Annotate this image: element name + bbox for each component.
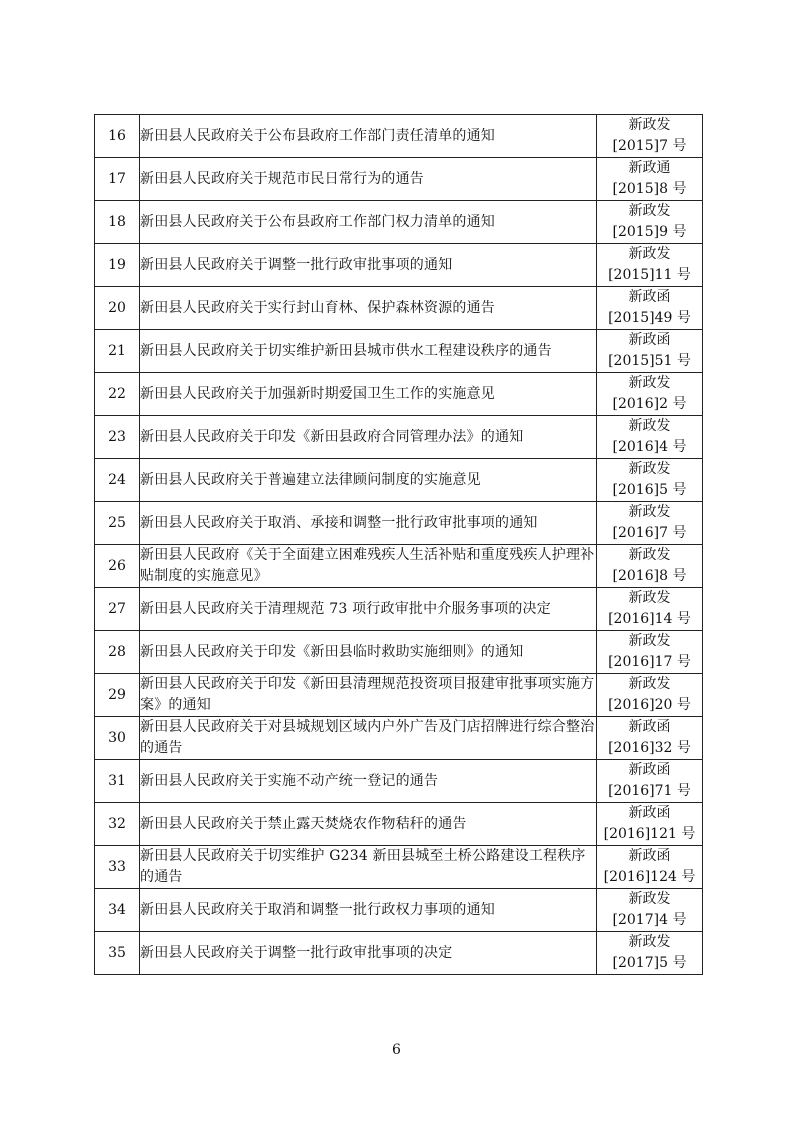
document-number <box>597 287 703 330</box>
document-title: 新田县人民政府关于普遍建立法律顾问制度的实施意见 <box>140 459 597 502</box>
document-title: 新田县人民政府关于印发《新田县政府合同管理办法》的通知 <box>140 416 597 459</box>
row-number: 18 <box>95 201 140 244</box>
document-number-serial: [2016]8 号 <box>612 568 687 584</box>
document-number-serial: [2016]20 号 <box>608 697 691 713</box>
table-row <box>95 717 703 760</box>
table-row <box>95 201 703 244</box>
row-number: 27 <box>95 588 140 631</box>
row-number: 22 <box>95 373 140 416</box>
document-number-serial: [2015]7 号 <box>612 138 687 154</box>
document-title: 新田县人民政府关于调整一批行政审批事项的决定 <box>140 932 597 975</box>
document-title: 新田县人民政府关于对县城规划区域内户外广告及门店招牌进行综合整治的通告 <box>140 717 597 760</box>
document-number <box>597 459 703 502</box>
document-number <box>597 158 703 201</box>
document-title: 新田县人民政府关于印发《新田县临时救助实施细则》的通知 <box>140 631 597 674</box>
document-number-serial: [2017]5 号 <box>612 955 687 971</box>
document-number <box>597 373 703 416</box>
document-number-prefix: 新政发 <box>628 461 671 477</box>
document-number-serial: [2016]17 号 <box>608 654 691 670</box>
document-number <box>597 330 703 373</box>
document-number <box>597 201 703 244</box>
document-number-prefix: 新政发 <box>628 375 671 391</box>
document-number-prefix: 新政通 <box>628 160 671 176</box>
table-row <box>95 674 703 717</box>
row-number: 16 <box>95 115 140 158</box>
document-title: 新田县人民政府关于实施不动产统一登记的通告 <box>140 760 597 803</box>
document-number-prefix: 新政发 <box>628 117 671 133</box>
document-number-prefix: 新政发 <box>628 504 671 520</box>
document-title: 新田县人民政府《关于全面建立困难残疾人生活补贴和重度残疾人护理补贴制度的实施意见》 <box>140 545 597 588</box>
document-number <box>597 846 703 889</box>
document-title: 新田县人民政府关于禁止露天焚烧农作物秸秆的通告 <box>140 803 597 846</box>
table-row <box>95 545 703 588</box>
document-number-prefix: 新政发 <box>628 246 671 262</box>
document-number <box>597 588 703 631</box>
document-title: 新田县人民政府关于公布县政府工作部门权力清单的通知 <box>140 201 597 244</box>
document-number-serial: [2015]11 号 <box>608 267 691 283</box>
page-number: 6 <box>392 1042 401 1058</box>
document-number-prefix: 新政函 <box>628 805 671 821</box>
document-number <box>597 932 703 975</box>
document-number <box>597 115 703 158</box>
row-number: 26 <box>95 545 140 588</box>
row-number: 34 <box>95 889 140 932</box>
row-number: 21 <box>95 330 140 373</box>
document-number-prefix: 新政发 <box>628 547 671 563</box>
document-number <box>597 631 703 674</box>
document-number-serial: [2015]49 号 <box>608 310 691 326</box>
table-row <box>95 932 703 975</box>
document-number <box>597 760 703 803</box>
document-title: 新田县人民政府关于规范市民日常行为的通告 <box>140 158 597 201</box>
document-number <box>597 244 703 287</box>
table-row <box>95 244 703 287</box>
row-number: 29 <box>95 674 140 717</box>
table-row <box>95 158 703 201</box>
row-number: 20 <box>95 287 140 330</box>
document-title: 新田县人民政府关于取消和调整一批行政权力事项的通知 <box>140 889 597 932</box>
document-title: 新田县人民政府关于切实维护新田县城市供水工程建设秩序的通告 <box>140 330 597 373</box>
document-number <box>597 416 703 459</box>
row-number: 35 <box>95 932 140 975</box>
row-number: 32 <box>95 803 140 846</box>
document-number-serial: [2017]4 号 <box>612 912 687 928</box>
row-number: 23 <box>95 416 140 459</box>
document-number <box>597 674 703 717</box>
document-number-serial: [2016]14 号 <box>608 611 691 627</box>
document-number-prefix: 新政函 <box>628 719 671 735</box>
table-row <box>95 760 703 803</box>
document-number-prefix: 新政函 <box>628 848 671 864</box>
document-number-serial: [2016]4 号 <box>612 439 687 455</box>
document-number-prefix: 新政发 <box>628 203 671 219</box>
row-number: 17 <box>95 158 140 201</box>
table-row <box>95 459 703 502</box>
row-number: 19 <box>95 244 140 287</box>
document-number <box>597 803 703 846</box>
document-number-serial: [2016]71 号 <box>608 783 691 799</box>
document-number-serial: [2015]8 号 <box>612 181 687 197</box>
table-row <box>95 803 703 846</box>
document-list-table <box>94 114 703 975</box>
document-number-prefix: 新政发 <box>628 418 671 434</box>
document-number-prefix: 新政发 <box>628 590 671 606</box>
table-row <box>95 115 703 158</box>
document-number-serial: [2016]32 号 <box>608 740 691 756</box>
document-title: 新田县人民政府关于印发《新田县清理规范投资项目报建审批事项实施方案》的通知 <box>140 674 597 717</box>
document-number-prefix: 新政发 <box>628 891 671 907</box>
row-number: 25 <box>95 502 140 545</box>
document-title: 新田县人民政府关于取消、承接和调整一批行政审批事项的通知 <box>140 502 597 545</box>
document-number-serial: [2015]51 号 <box>608 353 691 369</box>
table-row <box>95 631 703 674</box>
document-number-prefix: 新政函 <box>628 762 671 778</box>
document-title: 新田县人民政府关于调整一批行政审批事项的通知 <box>140 244 597 287</box>
document-number-serial: [2016]7 号 <box>612 525 687 541</box>
table-row <box>95 889 703 932</box>
document-title: 新田县人民政府关于公布县政府工作部门责任清单的通知 <box>140 115 597 158</box>
document-list-body <box>95 115 703 975</box>
row-number: 33 <box>95 846 140 889</box>
row-number: 28 <box>95 631 140 674</box>
table-row <box>95 416 703 459</box>
document-title: 新田县人民政府关于实行封山育林、保护森林资源的通告 <box>140 287 597 330</box>
document-number <box>597 717 703 760</box>
table-row <box>95 373 703 416</box>
document-title: 新田县人民政府关于加强新时期爱国卫生工作的实施意见 <box>140 373 597 416</box>
document-number <box>597 545 703 588</box>
table-row <box>95 287 703 330</box>
document-number-prefix: 新政函 <box>628 332 671 348</box>
document-title: 新田县人民政府关于切实维护 G234 新田县城至土桥公路建设工程秩序的通告 <box>140 846 597 889</box>
row-number: 24 <box>95 459 140 502</box>
document-number-prefix: 新政发 <box>628 934 671 950</box>
document-number <box>597 502 703 545</box>
document-title: 新田县人民政府关于清理规范 73 项行政审批中介服务事项的决定 <box>140 588 597 631</box>
document-number-prefix: 新政发 <box>628 633 671 649</box>
table-row <box>95 330 703 373</box>
table-row <box>95 588 703 631</box>
document-number-serial: [2015]9 号 <box>612 224 687 240</box>
row-number: 30 <box>95 717 140 760</box>
document-number-serial: [2016]2 号 <box>612 396 687 412</box>
document-number-prefix: 新政发 <box>628 676 671 692</box>
document-number-serial: [2016]124 号 <box>603 869 696 885</box>
table-row <box>95 846 703 889</box>
document-number <box>597 889 703 932</box>
document-number-serial: [2016]5 号 <box>612 482 687 498</box>
table-row <box>95 502 703 545</box>
document-number-serial: [2016]121 号 <box>603 826 696 842</box>
row-number: 31 <box>95 760 140 803</box>
document-number-prefix: 新政函 <box>628 289 671 305</box>
